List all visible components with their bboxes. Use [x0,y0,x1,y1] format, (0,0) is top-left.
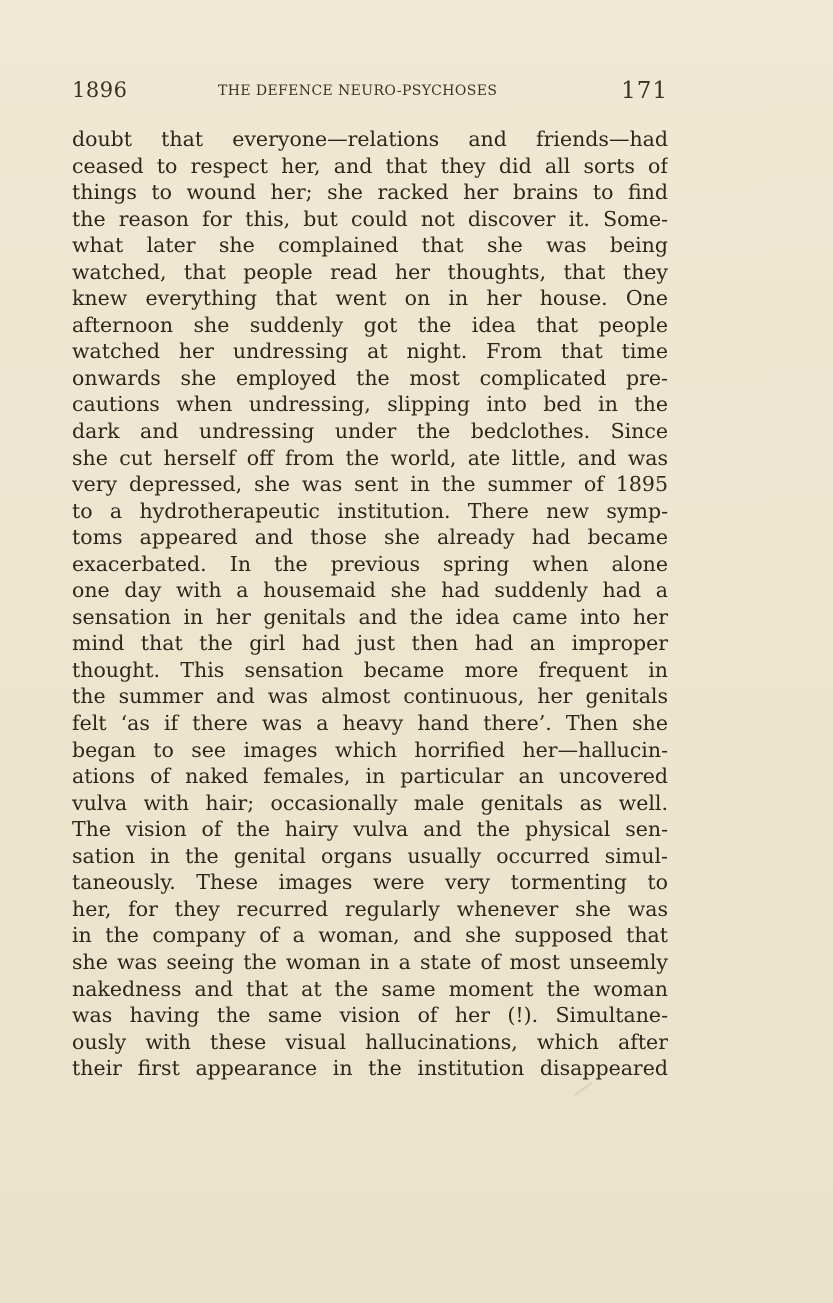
text-line: the summer and was almost continuous, her genitals [72,684,668,709]
running-head-title: THE DEFENCE NEURO-PSYCHOSES [218,83,498,99]
text-line: sensation in her genitals and the idea came into her [72,604,668,629]
text-line: she was seeing the woman in a state of most unseemly [72,949,668,974]
text-line: knew everything that went on in her house. One [72,286,668,311]
text-line: thought. This sensation became more frequent in [72,657,668,682]
text-line: was having the same vision of her (!). Simultane- [72,1003,668,1028]
text-line: exacerbated. In the previous spring when alone [72,551,668,576]
text-line: she cut herself off from the world, ate little, and was [72,445,668,470]
text-line: their first appearance in the institution disappeared [72,1056,668,1081]
text-line: onwards she employed the most complicated pre- [72,365,668,390]
text-line: to a hydrotherapeutic institution. There new symp- [72,498,668,523]
text-line: afternoon she suddenly got the idea that people [72,312,668,337]
text-line: watched, that people read her thoughts, that they [72,259,668,284]
text-line: The vision of the hairy vulva and the physical sen- [72,817,668,842]
text-line: very depressed, she was sent in the summer of 1895 [72,472,668,497]
text-line: sation in the genital organs usually occurred simul- [72,843,668,868]
text-line: mind that the girl had just then had an improper [72,631,668,656]
text-line: taneously. These images were very tormenting to [72,870,668,895]
body-text [72,126,668,1082]
running-head-year: 1896 [72,78,128,102]
text-line: ceased to respect her, and that they did all sorts of [72,153,668,178]
text-line: doubt that everyone—relations and friends—had [72,127,668,151]
text-line: felt ‘as if there was a heavy hand there’. Then she [72,711,668,736]
text-line: nakedness and that at the same moment the woman [72,976,668,1001]
text-line: ations of naked females, in particular an uncovered [72,764,668,789]
paper-blemish [573,1082,592,1096]
text-line: things to wound her; she racked her brains to find [72,180,668,205]
text-line: the reason for this, but could not discover it. Some- [72,206,668,231]
running-head [72,78,668,108]
text-line: ously with these visual hallucinations, which after [72,1029,668,1054]
text-line: what later she complained that she was being [72,233,668,258]
text-line: watched her undressing at night. From that time [72,339,668,364]
text-line: dark and undressing under the bedclothes. Since [72,419,668,444]
text-line: in the company of a woman, and she supposed that [72,923,668,948]
text-line: began to see images which horrified her—hallucin- [72,737,668,762]
text-line: her, for they recurred regularly whenever she was [72,896,668,921]
text-line: vulva with hair; occasionally male genitals as well. [72,790,668,815]
text-line: one day with a housemaid she had suddenly had a [72,578,668,603]
page-number: 171 [621,78,668,104]
text-line: toms appeared and those she already had became [72,525,668,550]
text-line: cautions when undressing, slipping into bed in the [72,392,668,417]
